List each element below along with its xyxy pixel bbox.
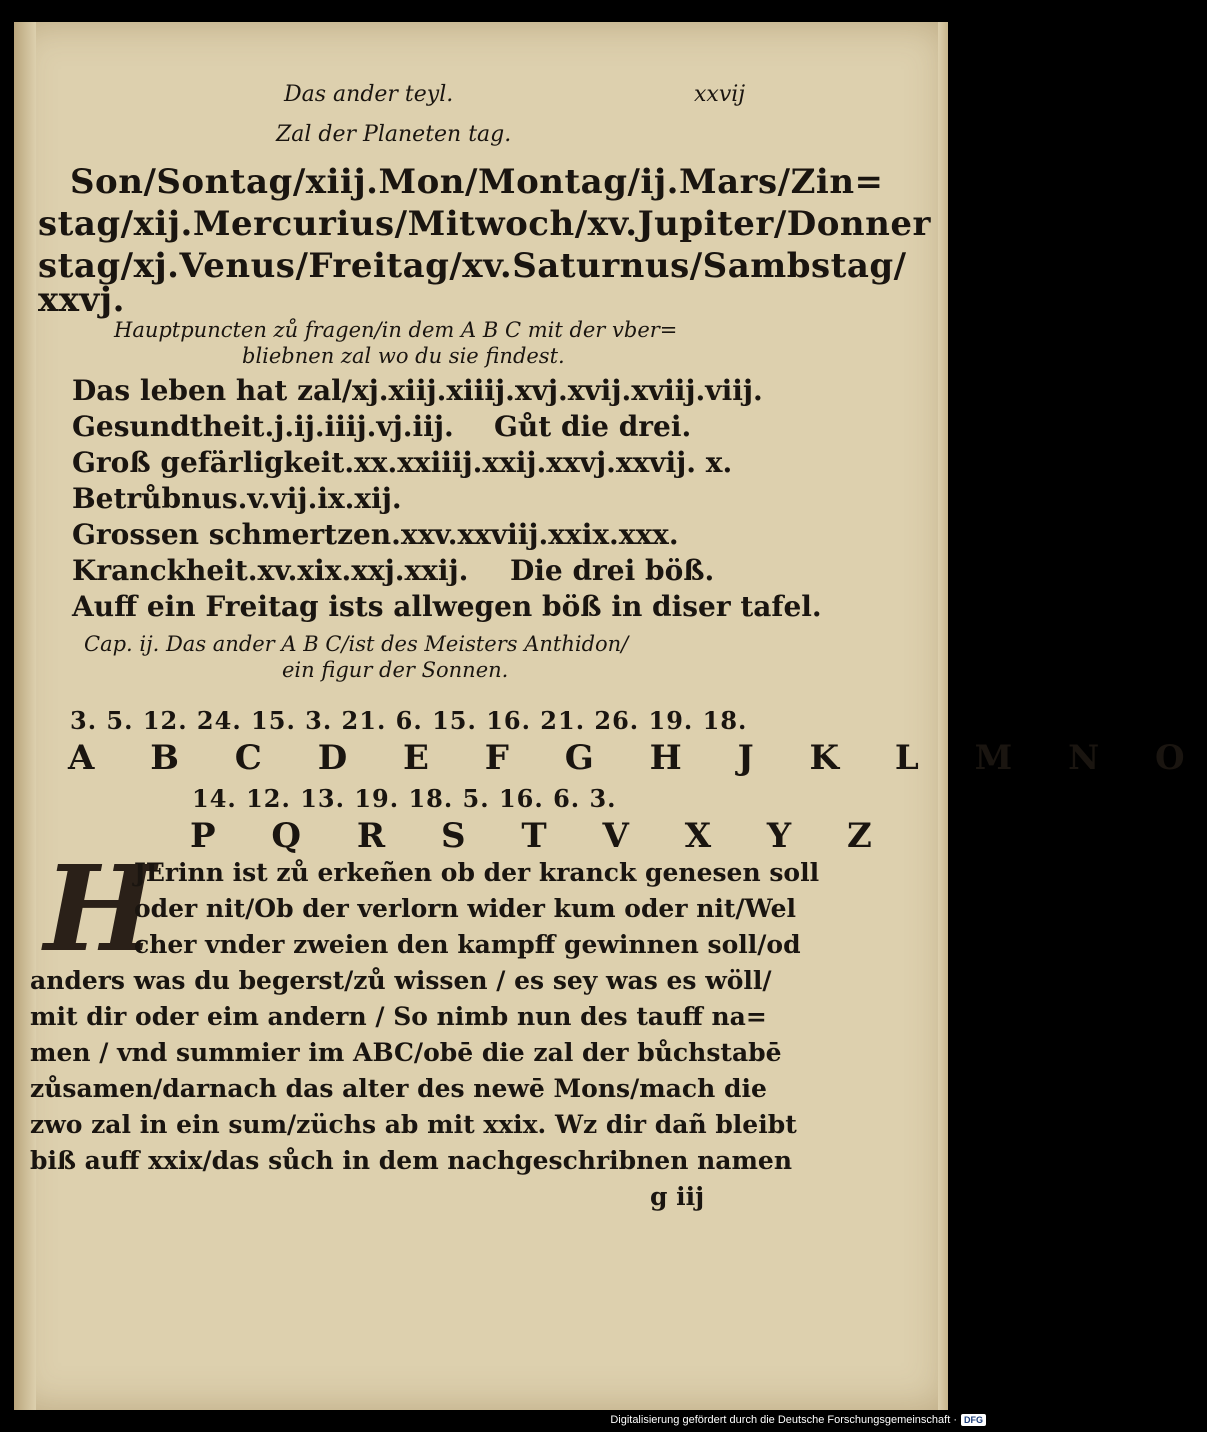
points-item: Auff ein Freitag ists allwegen böß in diser tafel. <box>72 590 822 623</box>
credit-text: Digitalisierung gefördert durch die Deutsche Forschungsgemeinschaft · <box>610 1414 957 1426</box>
chapter-caption: Cap. ij. Das ander A B C/ist des Meisters Anthidon/ <box>84 632 629 656</box>
section-title-points: Hauptpuncten zů fragen/in dem A B C mit der vber= <box>114 318 678 342</box>
page-edge-shadow <box>938 22 948 1410</box>
body-line: biß auff xxix/das sůch in dem nachgeschribnen namen <box>30 1146 792 1175</box>
signature-mark: g iij <box>650 1182 705 1211</box>
body-line: cher vnder zweien den kampff gewinnen soll/od <box>134 930 801 959</box>
points-note: Gůt die drei. <box>494 410 692 443</box>
digitization-credit <box>610 1414 986 1426</box>
alphabet-numbers-row1: 3. 5. 12. 24. 15. 3. 21. 6. 15. 16. 21. 26. 19. 18. <box>70 706 748 735</box>
planets-line: Son/Sontag/xiij.Mon/Montag/ij.Mars/Zin= <box>70 162 884 202</box>
points-item: Groß gefärligkeit.xx.xxiiij.xxij.xxvj.xxvij. x. <box>72 446 733 479</box>
chapter-caption: ein figur der Sonnen. <box>282 658 509 682</box>
page-gutter-shadow <box>14 22 36 1410</box>
planets-line: xxvj. <box>38 280 125 320</box>
running-title: Das ander teyl. <box>284 82 454 107</box>
alphabet-letters-row1: A B C D E F G H J K L M N O <box>68 738 1207 778</box>
body-line: oder nit/Ob der verlorn wider kum oder nit/Wel <box>134 894 796 923</box>
dfg-logo: DFG <box>961 1414 986 1426</box>
body-line: anders was du begerst/zů wissen / es sey was es wöll/ <box>30 966 772 995</box>
body-line: mit dir oder eim andern / So nimb nun des tauff na= <box>30 1002 767 1031</box>
alphabet-numbers-row2: 14. 12. 13. 19. 18. 5. 16. 6. 3. <box>192 784 617 813</box>
body-line: zůsamen/darnach das alter des newē Mons/mach die <box>30 1074 767 1103</box>
folio-number: xxvij <box>694 82 746 107</box>
points-item: Kranckheit.xv.xix.xxj.xxij. <box>72 554 469 587</box>
points-item: Betrůbnus.v.vij.ix.xij. <box>72 482 402 515</box>
section-title-planets: Zal der Planeten tag. <box>276 122 512 147</box>
decorated-initial: H <box>44 839 156 978</box>
body-line: JErinn ist zů erkeñen ob der kranck genesen soll <box>134 858 820 887</box>
points-note: Die drei böß. <box>510 554 715 587</box>
book-page <box>14 22 1207 1410</box>
planets-line: stag/xj.Venus/Freitag/xv.Saturnus/Sambstag/ <box>38 246 907 286</box>
alphabet-letters-row2: P Q R S T V X Y Z <box>190 816 894 856</box>
points-item: Das leben hat zal/xj.xiij.xiiij.xvj.xvij.xviij.viij. <box>72 374 763 407</box>
planets-line: stag/xij.Mercurius/Mitwoch/xv.Jupiter/Donner <box>38 204 931 244</box>
points-item: Gesundtheit.j.ij.iiij.vj.iij. <box>72 410 454 443</box>
body-line: men / vnd summier im ABC/obē die zal der bůchstabē <box>30 1038 782 1067</box>
body-line: zwo zal in ein sum/züchs ab mit xxix. Wz dir dañ bleibt <box>30 1110 797 1139</box>
section-title-points: bliebnen zal wo du sie findest. <box>242 344 565 368</box>
points-item: Grossen schmertzen.xxv.xxviij.xxix.xxx. <box>72 518 679 551</box>
